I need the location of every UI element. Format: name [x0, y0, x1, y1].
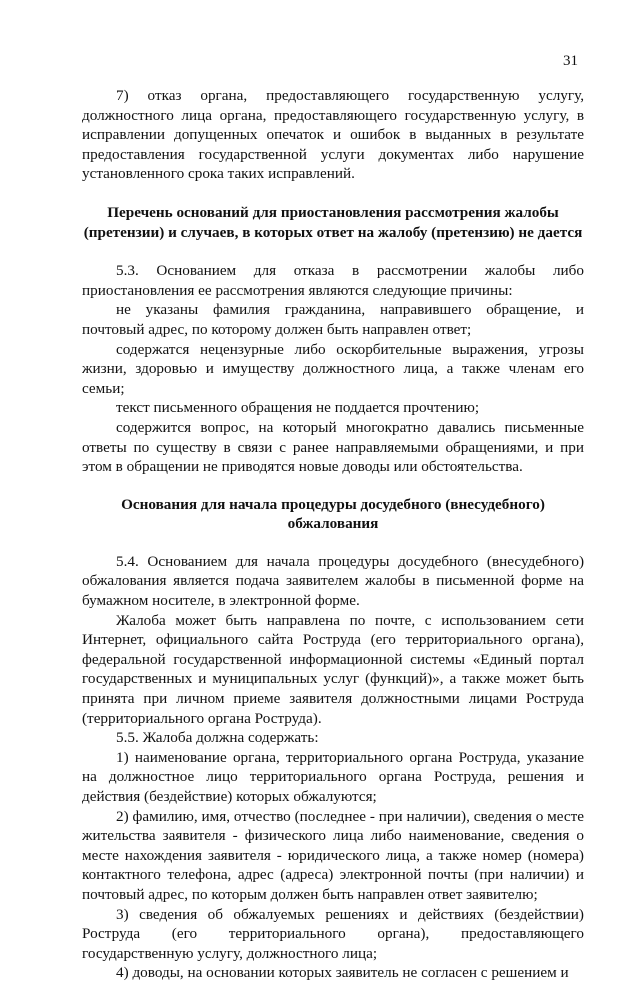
paragraph-5-4: 5.4. Основанием для начала процедуры досудебного (внесудебного) обжалования является подача заявителем жалобы в письменной форме на бумажном носителе, в электронной форме.	[82, 552, 584, 610]
list-item-7: 7) отказ органа, предоставляющего государственную услугу, должностного лица органа, предоставляющего государственную услугу, в исправлении допущенных опечаток и ошибок в выданных в результате предоставления государственной услуги документах либо нарушение установленного срока таких исправлений.	[82, 87, 584, 183]
page-content	[82, 86, 584, 983]
content-item: 2) фамилию, имя, отчество (последнее - при наличии), сведения о месте жительства заявителя - физического лица либо наименование, сведения о месте нахождения заявителя - юридического лица, а также номер (номера) контактного телефона, адрес (адреса) электронной почты (при наличии) и почтовый адрес, по которым должен быть направлен ответ заявителю;	[82, 807, 584, 903]
paragraph-complaint-channels: Жалоба может быть направлена по почте, с использованием сети Интернет, официального сайта Роструда (его территориального органа), федеральной государственной информационной системы «Единый портал государственных и муниципальных услуг (функций)», а также может быть принята при личном приеме заявителя должностными лицами Роструда (территориального органа Роструда).	[82, 611, 584, 727]
content-item: 4) доводы, на основании которых заявитель не согласен с решением и	[116, 964, 569, 982]
reason-item: содержатся нецензурные либо оскорбительные выражения, угрозы жизни, здоровью и имуществу должностного лица, а также членам его семьи;	[82, 340, 584, 397]
reason-item: не указаны фамилия гражданина, направившего обращение, и почтовый адрес, по которому должен быть направлен ответ;	[82, 301, 584, 338]
page-number: 31	[563, 53, 578, 69]
section-heading-suspension: Перечень оснований для приостановления рассмотрения жалобы (претензии) и случаев, в которых ответ на жалобу (претензию) не дается	[83, 203, 583, 241]
content-item: 3) сведения об обжалуемых решениях и действиях (бездействии) Роструда (его территориального органа), предоставляющего государственную услугу, должностного лица;	[82, 905, 584, 962]
reason-item: содержится вопрос, на который многократно давались письменные ответы по существу в связи с ранее направляемыми обращениями, и при этом в обращении не приводятся новые доводы или обстоятельства.	[82, 418, 584, 476]
paragraph-5-3: 5.3. Основанием для отказа в рассмотрении жалобы либо приостановления ее рассмотрения являются следующие причины:	[82, 262, 584, 299]
reason-item: текст письменного обращения не поддается прочтению;	[116, 399, 480, 417]
content-item: 1) наименование органа, территориального органа Роструда, указание на должностное лицо территориального органа Роструда, решения и действия (бездействие) которых обжалуются;	[82, 748, 584, 805]
section-heading-appeal: Основания для начала процедуры досудебного (внесудебного) обжалования	[121, 495, 545, 533]
paragraph-5-5: 5.5. Жалоба должна содержать:	[116, 729, 319, 747]
